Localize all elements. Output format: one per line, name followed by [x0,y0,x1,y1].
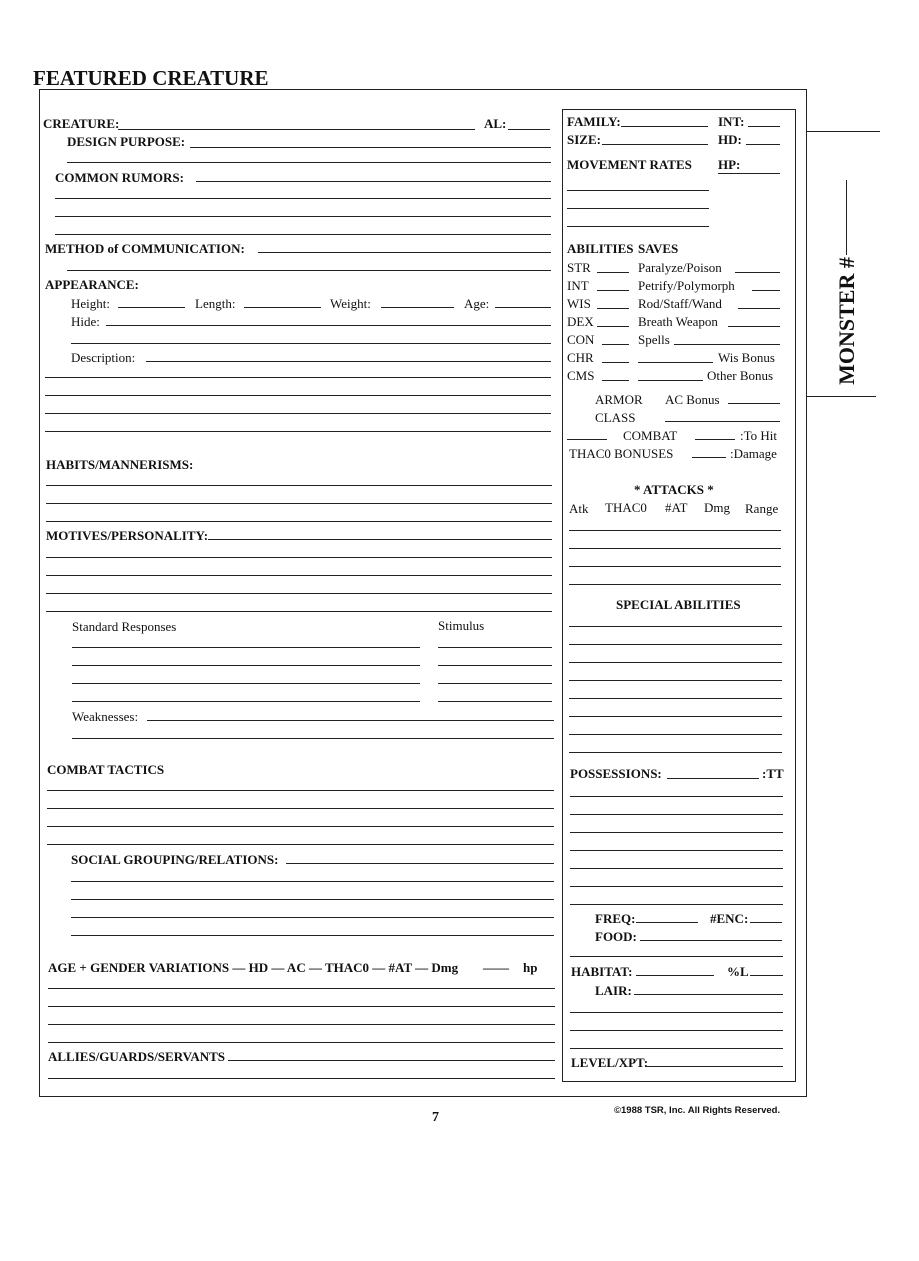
lair-row[interactable] [570,1030,783,1031]
attack-row[interactable] [569,548,781,549]
al-field[interactable] [508,129,550,130]
attack-row[interactable] [569,530,781,531]
movement-field-2[interactable] [567,208,709,209]
combat-tactics-label: COMBAT TACTICS [47,762,165,777]
habitat-divider[interactable] [570,956,783,957]
stimulus-label: Stimulus [438,618,485,633]
creature-field[interactable] [118,129,475,130]
hd-label: HD: [718,132,742,147]
description-field-2[interactable] [45,377,551,378]
description-field-4[interactable] [45,413,551,414]
variations-field-3[interactable] [48,1024,555,1025]
special-field[interactable] [569,626,782,627]
hp-dash: —— [483,960,509,975]
save-petrify: Petrify/Polymorph [638,278,735,293]
stat-wis: WIS [567,296,591,311]
attack-row[interactable] [569,584,781,585]
side-tab-bottom-line [806,396,876,397]
combat-tactics-field-2[interactable] [47,808,554,809]
wis-bonus-label: Wis Bonus [718,350,775,365]
height-label: Height: [71,296,110,311]
habits-field[interactable] [46,485,552,486]
movement-field[interactable] [567,190,709,191]
class-label: CLASS [595,410,636,425]
int-label-top: INT: [718,114,745,129]
stat-int: INT [567,278,589,293]
special-field[interactable] [569,680,782,681]
special-field[interactable] [569,644,782,645]
variations-field[interactable] [48,988,555,989]
rumors-field-2[interactable] [55,198,551,199]
stat-dex: DEX [567,314,594,329]
lair-field[interactable] [634,994,783,995]
size-field[interactable] [602,144,708,145]
rumors-field[interactable] [196,181,551,182]
stimulus-field-2[interactable] [438,665,552,666]
social-field-3[interactable] [71,899,554,900]
social-field-5[interactable] [71,935,554,936]
habits-field-2[interactable] [46,503,552,504]
weight-field[interactable] [381,307,454,308]
hp-label-left: hp [523,960,538,975]
ac-bonus-field[interactable] [728,403,780,404]
stimulus-field-4[interactable] [438,701,552,702]
save-breath-field[interactable] [728,326,780,327]
hp-field[interactable] [718,173,780,174]
method-label: METHOD of COMMUNICATION: [45,241,245,256]
creature-label: CREATURE: [43,116,120,131]
appearance-label: APPEARANCE: [45,277,139,292]
possessions-row[interactable] [570,796,783,797]
size-label: SIZE: [567,132,601,147]
possessions-row[interactable] [570,868,783,869]
special-field[interactable] [569,662,782,663]
special-field[interactable] [569,716,782,717]
side-tab-top-line [806,131,880,132]
allies-field[interactable] [228,1060,555,1061]
length-label: Length: [195,296,236,311]
save-rod-field[interactable] [738,308,780,309]
response-field-4[interactable] [72,701,420,702]
movement-field-3[interactable] [567,226,709,227]
lair-label: LAIR: [595,983,632,998]
motives-field-4[interactable] [46,593,552,594]
pct-l-field[interactable] [750,975,783,976]
attacks-label: * ATTACKS * [634,482,714,497]
motives-field[interactable] [208,539,552,540]
weight-label: Weight: [330,296,371,311]
social-field-2[interactable] [71,881,554,882]
stat-con: CON [567,332,595,347]
save-petrify-field[interactable] [752,290,780,291]
hide-field[interactable] [106,325,551,326]
armor-label: ARMOR [595,392,643,407]
habits-field-3[interactable] [46,521,552,522]
motives-label: MOTIVES/PERSONALITY: [46,528,209,543]
to-hit-label: :To Hit [740,428,778,443]
stat-int-field[interactable] [597,290,629,291]
save-paralyze-field[interactable] [735,272,780,273]
design-purpose-field-2[interactable] [67,162,551,163]
abilities-label: ABILITIES [567,241,634,256]
page-number: 7 [432,1110,439,1125]
motives-field-5[interactable] [46,611,552,612]
attack-row[interactable] [569,566,781,567]
length-field[interactable] [244,307,321,308]
monster-number-label: MONSTER # [834,257,859,385]
habits-label: HABITS/MANNERISMS: [46,457,194,472]
range-header: Range [745,501,779,516]
hp-label: HP: [718,157,741,172]
special-field[interactable] [569,698,782,699]
social-field[interactable] [286,863,554,864]
special-abilities-label: SPECIAL ABILITIES [616,597,741,612]
response-field-2[interactable] [72,665,420,666]
stat-dex-field[interactable] [597,326,629,327]
enc-label: #ENC: [710,911,749,926]
age-label: Age: [464,296,490,311]
special-field[interactable] [569,734,782,735]
allies-label: ALLIES/GUARDS/SERVANTS [48,1049,226,1064]
method-field[interactable] [258,252,551,253]
save-breath: Breath Weapon [638,314,718,329]
weaknesses-field[interactable] [147,720,554,721]
thac0-bonuses-label: THAC0 BONUSES [569,446,674,461]
monster-number-field[interactable] [846,180,847,255]
ac-bonus-label: AC Bonus [665,392,720,407]
combat-label: COMBAT [623,428,678,443]
age-field[interactable] [495,307,551,308]
stat-con-field[interactable] [602,344,629,345]
stimulus-field-3[interactable] [438,683,552,684]
save-rod: Rod/Staff/Wand [638,296,722,311]
family-label: FAMILY: [567,114,621,129]
hd-field[interactable] [746,144,780,145]
int-field-top[interactable] [748,126,780,127]
hide-label: Hide: [71,314,100,329]
possessions-row[interactable] [570,904,783,905]
stimulus-field[interactable] [438,647,552,648]
variations-field-4[interactable] [48,1042,555,1043]
description-field-5[interactable] [45,431,551,432]
description-label: Description: [71,350,136,365]
to-hit-field[interactable] [695,439,735,440]
atk-header: Atk [569,501,589,516]
allies-field-2[interactable] [48,1078,555,1079]
thac0-header: THAC0 [605,500,647,515]
special-field[interactable] [569,752,782,753]
motives-field-3[interactable] [46,575,552,576]
stat-cms-field[interactable] [602,380,629,381]
stat-chr-field[interactable] [602,362,629,363]
freq-label: FREQ: [595,911,636,926]
freq-field[interactable] [636,922,698,923]
other-bonus-label: Other Bonus [707,368,774,383]
rumors-field-3[interactable] [55,216,551,217]
possessions-field[interactable] [667,778,759,779]
possessions-row[interactable] [570,814,783,815]
level-xpt-label: LEVEL/XPT: [571,1055,649,1070]
common-rumors-label: COMMON RUMORS: [55,170,184,185]
save-paralyze: Paralyze/Poison [638,260,722,275]
dmg-header: Dmg [704,500,730,515]
design-purpose-label: DESIGN PURPOSE: [67,134,186,149]
response-field[interactable] [72,647,420,648]
wis-bonus-field[interactable] [638,362,713,363]
page-title: FEATURED CREATURE [33,66,269,90]
level-xpt-field[interactable] [646,1066,783,1067]
height-field[interactable] [118,307,185,308]
combat-tactics-field[interactable] [47,790,554,791]
num-at-header: #AT [665,500,688,515]
movement-label: MOVEMENT RATES [567,157,692,172]
motives-field-2[interactable] [46,557,552,558]
possessions-row[interactable] [570,832,783,833]
age-gender-label: AGE + GENDER VARIATIONS — HD — AC — THAC0 — #AT — Dmg [48,960,459,975]
habitat-field[interactable] [636,975,714,976]
habitat-label: HABITAT: [571,964,633,979]
description-field[interactable] [146,361,551,362]
al-label: AL: [484,116,507,131]
damage-label: :Damage [730,446,777,461]
save-spells: Spells [638,332,670,347]
combat-tactics-field-3[interactable] [47,826,554,827]
enc-field[interactable] [750,922,782,923]
possessions-row[interactable] [570,850,783,851]
food-field[interactable] [640,940,782,941]
save-spells-field[interactable] [674,344,780,345]
family-field[interactable] [621,126,708,127]
weaknesses-field-2[interactable] [72,738,554,739]
stat-str-field[interactable] [597,272,629,273]
stat-wis-field[interactable] [597,308,629,309]
description-field-3[interactable] [45,395,551,396]
other-bonus-field[interactable] [638,380,703,381]
food-label: FOOD: [595,929,637,944]
possessions-label: POSSESSIONS: [570,766,662,781]
response-field-3[interactable] [72,683,420,684]
variations-field-2[interactable] [48,1006,555,1007]
damage-field[interactable] [692,457,726,458]
stat-str: STR [567,260,591,275]
stat-chr: CHR [567,350,594,365]
method-field-2[interactable] [67,270,551,271]
standard-responses-label: Standard Responses [72,619,177,634]
lair-row[interactable] [570,1048,783,1049]
class-field[interactable] [665,421,780,422]
design-purpose-field[interactable] [190,147,551,148]
pct-l-label: %L [727,964,749,979]
social-label: SOCIAL GROUPING/RELATIONS: [71,852,279,867]
possessions-row[interactable] [570,886,783,887]
tt-label: :TT [762,766,784,781]
copyright: ©1988 TSR, Inc. All Rights Reserved. [614,1105,781,1116]
social-field-4[interactable] [71,917,554,918]
saves-label: SAVES [638,241,679,256]
rumors-field-4[interactable] [55,234,551,235]
lair-row[interactable] [570,1012,783,1013]
combat-left-field[interactable] [567,439,607,440]
combat-tactics-field-4[interactable] [47,844,554,845]
weaknesses-label: Weaknesses: [72,709,139,724]
hide-field-2[interactable] [71,343,551,344]
stat-cms: CMS [567,368,595,383]
